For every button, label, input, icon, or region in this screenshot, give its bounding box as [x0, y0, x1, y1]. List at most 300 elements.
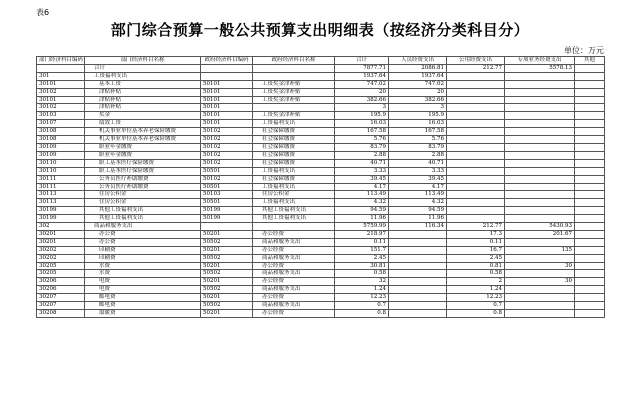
table-cell: 邮电费: [85, 302, 201, 310]
table-cell: 30109: [37, 143, 85, 151]
table-cell: 50502: [201, 270, 253, 278]
table-cell: [447, 215, 505, 223]
table-cell: 20: [389, 88, 447, 96]
table-cell: [575, 270, 605, 278]
table-cell: [505, 136, 575, 144]
table-cell: 30199: [37, 215, 85, 223]
table-row: [37, 80, 605, 88]
table-cell: 747.02: [335, 80, 389, 88]
table-cell: 3: [335, 104, 389, 112]
table-cell: [447, 143, 505, 151]
table-cell: [389, 246, 447, 254]
table-cell: [389, 310, 447, 318]
table-cell: 机关事业单位基本养老保险缴费: [85, 136, 201, 144]
table-cell: 83.79: [389, 143, 447, 151]
table-cell: 30205: [37, 270, 85, 278]
table-cell: [575, 278, 605, 286]
table-cell: 30102: [37, 88, 85, 96]
table-row: [37, 183, 605, 191]
table-cell: 50102: [201, 128, 253, 136]
table-cell: 电费: [85, 286, 201, 294]
table-cell: 商品和服务支出: [253, 270, 335, 278]
table-cell: 30113: [37, 191, 85, 199]
header-cell: 政府经济科目名称: [253, 57, 335, 65]
table-cell: 合计: [85, 64, 201, 72]
table-cell: [253, 223, 335, 231]
table-cell: [575, 294, 605, 302]
table-cell: [575, 191, 605, 199]
table-cell: [447, 183, 505, 191]
table-row: [37, 310, 605, 318]
table-cell: 工资福利支出: [253, 120, 335, 128]
table-cell: 17.3: [447, 230, 505, 238]
table-cell: 2.45: [335, 254, 389, 262]
table-cell: 2086.81: [389, 64, 447, 72]
table-cell: [505, 120, 575, 128]
table-cell: 奖金: [85, 112, 201, 120]
table-cell: 16.03: [389, 120, 447, 128]
table-cell: 4.32: [389, 199, 447, 207]
table-cell: 社会保障缴费: [253, 143, 335, 151]
table-cell: 50502: [201, 286, 253, 294]
table-cell: 16.03: [335, 120, 389, 128]
table-cell: [575, 254, 605, 262]
table-row: [37, 136, 605, 144]
table-cell: 5.76: [389, 136, 447, 144]
table-cell: 工资奖金津补贴: [253, 80, 335, 88]
table-cell: [505, 270, 575, 278]
table-cell: 取暖费: [85, 310, 201, 318]
table-cell: 30101: [37, 80, 85, 88]
table-cell: [505, 96, 575, 104]
table-cell: 工资奖金津补贴: [253, 88, 335, 96]
table-cell: 工资奖金津补贴: [253, 96, 335, 104]
table-cell: 住房公积金: [253, 191, 335, 199]
table-cell: 水费: [85, 262, 201, 270]
table-cell: 382.66: [389, 96, 447, 104]
table-number-tag: 表6: [36, 8, 50, 17]
table-cell: 50502: [201, 238, 253, 246]
table-row: [37, 207, 605, 215]
table-cell: 50501: [201, 167, 253, 175]
table-cell: [505, 143, 575, 151]
table-cell: 301: [37, 72, 85, 80]
table-cell: 1937.64: [335, 72, 389, 80]
table-cell: 94.59: [389, 207, 447, 215]
table-cell: 4.32: [335, 199, 389, 207]
table-cell: [447, 88, 505, 96]
table-row: [37, 215, 605, 223]
table-cell: [447, 136, 505, 144]
table-cell: 16.7: [447, 246, 505, 254]
table-cell: 0.58: [335, 270, 389, 278]
table-cell: [253, 64, 335, 72]
table-cell: [575, 151, 605, 159]
table-cell: [575, 175, 605, 183]
table-cell: 50101: [201, 112, 253, 120]
table-cell: [447, 120, 505, 128]
table-cell: 0.11: [335, 238, 389, 246]
table-cell: 印刷费: [85, 254, 201, 262]
table-cell: 50201: [201, 278, 253, 286]
table-cell: [505, 191, 575, 199]
table-cell: 50102: [201, 175, 253, 183]
table-cell: 0.7: [447, 302, 505, 310]
table-cell: [505, 175, 575, 183]
table-cell: 3.33: [335, 167, 389, 175]
table-cell: [505, 88, 575, 96]
table-cell: [447, 72, 505, 80]
table-cell: [505, 254, 575, 262]
table-cell: 0.7: [335, 302, 389, 310]
table-cell: 5759.99: [335, 223, 389, 231]
table-cell: 40.71: [335, 159, 389, 167]
table-cell: [505, 183, 575, 191]
table-cell: 50102: [201, 159, 253, 167]
table-cell: 30110: [37, 167, 85, 175]
table-cell: [575, 246, 605, 254]
table-cell: [389, 262, 447, 270]
table-cell: 30201: [37, 230, 85, 238]
table-cell: 3: [389, 104, 447, 112]
table-cell: [505, 80, 575, 88]
table-row: [37, 278, 605, 286]
table-cell: 工资福利支出: [253, 199, 335, 207]
table-cell: 50199: [201, 215, 253, 223]
table-cell: 职业年金缴费: [85, 143, 201, 151]
table-cell: 30111: [37, 175, 85, 183]
table-cell: 工资福利支出: [253, 183, 335, 191]
table-cell: 50502: [201, 302, 253, 310]
table-row: [37, 199, 605, 207]
table-cell: [505, 199, 575, 207]
table-cell: 办公经费: [253, 230, 335, 238]
table-cell: 30207: [37, 294, 85, 302]
table-cell: 办公经费: [253, 278, 335, 286]
table-cell: 商品和服务支出: [253, 254, 335, 262]
table-cell: 167.58: [389, 128, 447, 136]
table-cell: 12.23: [335, 294, 389, 302]
table-cell: 2: [447, 278, 505, 286]
header-cell: 部门经济科目名称: [85, 57, 201, 65]
table-cell: 绩效工资: [85, 120, 201, 128]
table-cell: 30199: [37, 207, 85, 215]
table-cell: 50101: [201, 120, 253, 128]
table-cell: 30109: [37, 151, 85, 159]
table-cell: 30: [505, 262, 575, 270]
table-row: [37, 128, 605, 136]
table-cell: [575, 199, 605, 207]
table-cell: [447, 151, 505, 159]
expenditure-table: [36, 56, 605, 318]
table-cell: [505, 238, 575, 246]
table-cell: 167.58: [335, 128, 389, 136]
table-row: [37, 120, 605, 128]
table-cell: 电费: [85, 278, 201, 286]
table-row: [37, 238, 605, 246]
table-cell: 50201: [201, 310, 253, 318]
header-row: [37, 57, 605, 65]
table-cell: 津贴补贴: [85, 104, 201, 112]
table-cell: 747.02: [389, 80, 447, 88]
table-row: [37, 175, 605, 183]
table-cell: [447, 207, 505, 215]
table-cell: 50101: [201, 80, 253, 88]
table-cell: 其他工资福利支出: [85, 207, 201, 215]
table-cell: 津贴补贴: [85, 88, 201, 96]
table-cell: [575, 302, 605, 310]
table-cell: 50201: [201, 246, 253, 254]
table-cell: [201, 64, 253, 72]
table-cell: 30101: [37, 96, 85, 104]
table-cell: 其他工资福利支出: [253, 215, 335, 223]
table-cell: 12.23: [447, 294, 505, 302]
table-cell: 20: [335, 88, 389, 96]
table-cell: 工资福利支出: [253, 167, 335, 175]
table-cell: 2.45: [447, 254, 505, 262]
table-cell: 30206: [37, 278, 85, 286]
table-cell: 30208: [37, 310, 85, 318]
table-cell: 0.81: [447, 262, 505, 270]
table-cell: 30111: [37, 183, 85, 191]
table-cell: 382.66: [335, 96, 389, 104]
table-cell: 工资福利支出: [85, 72, 201, 80]
table-cell: 50502: [201, 254, 253, 262]
table-row: [37, 230, 605, 238]
header-cell: 人员经费支出: [389, 57, 447, 65]
table-row: [37, 191, 605, 199]
table-cell: 商品和服务支出: [85, 223, 201, 231]
table-cell: [505, 72, 575, 80]
table-cell: [505, 104, 575, 112]
header-cell: 部门经济科目编码: [37, 57, 85, 65]
table-cell: 职工基本医疗保险缴费: [85, 167, 201, 175]
table-cell: 302: [37, 223, 85, 231]
table-cell: 5430.93: [505, 223, 575, 231]
table-cell: 30108: [37, 128, 85, 136]
table-row: [37, 270, 605, 278]
table-row: [37, 112, 605, 120]
table-row: [37, 143, 605, 151]
table-cell: [575, 207, 605, 215]
table-cell: 50102: [201, 151, 253, 159]
table-cell: 1937.64: [389, 72, 447, 80]
table-cell: 30113: [37, 199, 85, 207]
table-cell: 11.96: [335, 215, 389, 223]
table-cell: 30102: [37, 104, 85, 112]
table-cell: [505, 310, 575, 318]
table-cell: 2.88: [335, 151, 389, 159]
table-row: [37, 64, 605, 72]
table-cell: 7877.71: [335, 64, 389, 72]
table-cell: [575, 262, 605, 270]
table-cell: 11.96: [389, 215, 447, 223]
table-cell: 50101: [201, 104, 253, 112]
table-cell: 50501: [201, 183, 253, 191]
table-cell: [447, 167, 505, 175]
table-cell: 218.97: [335, 230, 389, 238]
table-cell: 工资奖金津补贴: [253, 112, 335, 120]
table-cell: [575, 215, 605, 223]
table-cell: 30202: [37, 246, 85, 254]
table-cell: 30.81: [335, 262, 389, 270]
table-cell: 商品和服务支出: [253, 286, 335, 294]
table-cell: 5.76: [335, 136, 389, 144]
table-cell: [575, 159, 605, 167]
table-cell: 39.45: [389, 175, 447, 183]
header-cell: 公用经费支出: [447, 57, 505, 65]
table-cell: 职工基本医疗保险缴费: [85, 159, 201, 167]
table-cell: 其他工资福利支出: [253, 207, 335, 215]
table-cell: 0.58: [447, 270, 505, 278]
table-cell: 津贴补贴: [85, 96, 201, 104]
table-cell: 社会保障缴费: [253, 128, 335, 136]
table-cell: 1.24: [447, 286, 505, 294]
table-cell: 39.45: [335, 175, 389, 183]
table-cell: 30207: [37, 302, 85, 310]
table-cell: 4.17: [389, 183, 447, 191]
table-cell: [447, 80, 505, 88]
table-cell: 94.59: [335, 207, 389, 215]
table-cell: 基本工资: [85, 80, 201, 88]
table-cell: [447, 104, 505, 112]
table-cell: [201, 72, 253, 80]
table-row: [37, 72, 605, 80]
table-cell: 商品和服务支出: [253, 238, 335, 246]
table-cell: [575, 96, 605, 104]
table-cell: [575, 230, 605, 238]
table-cell: [389, 270, 447, 278]
table-cell: 195.9: [335, 112, 389, 120]
table-row: [37, 223, 605, 231]
table-cell: [575, 143, 605, 151]
table-cell: [389, 294, 447, 302]
table-cell: 0.11: [447, 238, 505, 246]
table-cell: 0.8: [335, 310, 389, 318]
table-cell: 30201: [37, 238, 85, 246]
table-cell: 邮电费: [85, 294, 201, 302]
table-cell: [575, 183, 605, 191]
table-cell: [201, 223, 253, 231]
table-cell: 社会保障缴费: [253, 136, 335, 144]
table-cell: [253, 72, 335, 80]
table-cell: [575, 286, 605, 294]
table-cell: 83.79: [335, 143, 389, 151]
table-cell: 30108: [37, 136, 85, 144]
table-row: [37, 151, 605, 159]
table-cell: [447, 191, 505, 199]
table-cell: [389, 302, 447, 310]
table-cell: 212.77: [447, 64, 505, 72]
table-cell: [575, 223, 605, 231]
table-cell: 社会保障缴费: [253, 175, 335, 183]
table-row: [37, 262, 605, 270]
table-cell: 1.24: [335, 286, 389, 294]
table-cell: 30103: [37, 112, 85, 120]
table-cell: 201.67: [505, 230, 575, 238]
table-cell: 30202: [37, 254, 85, 262]
table-cell: [575, 88, 605, 96]
table-cell: 30107: [37, 120, 85, 128]
table-row: [37, 104, 605, 112]
table-cell: 50201: [201, 262, 253, 270]
table-cell: [505, 215, 575, 223]
table-cell: 113.49: [389, 191, 447, 199]
table-cell: [575, 64, 605, 72]
table-cell: 135: [505, 246, 575, 254]
table-cell: 0.8: [447, 310, 505, 318]
table-row: [37, 159, 605, 167]
table-cell: 办公经费: [253, 310, 335, 318]
table-cell: 5578.13: [505, 64, 575, 72]
table-cell: 195.9: [389, 112, 447, 120]
table-cell: 50101: [201, 88, 253, 96]
table-cell: 办公经费: [253, 262, 335, 270]
header-cell: 政府经济科目编码: [201, 57, 253, 65]
table-cell: 116.34: [389, 223, 447, 231]
table-cell: [505, 151, 575, 159]
table-cell: 32: [335, 278, 389, 286]
header-cell: 其他: [575, 57, 605, 65]
table-cell: 社会保障缴费: [253, 151, 335, 159]
table-cell: 办公经费: [253, 246, 335, 254]
unit-label: 单位：万元: [564, 46, 604, 55]
table-cell: [575, 167, 605, 175]
table-cell: 50501: [201, 199, 253, 207]
header-cell: 专项业务经费支出: [505, 57, 575, 65]
table-cell: [505, 167, 575, 175]
table-cell: 212.77: [447, 223, 505, 231]
table-cell: [389, 254, 447, 262]
table-cell: 水费: [85, 270, 201, 278]
table-row: [37, 96, 605, 104]
table-cell: 机关事业单位基本养老保险缴费: [85, 128, 201, 136]
table-cell: [505, 294, 575, 302]
page-title: 部门综合预算一般公共预算支出明细表（按经济分类科目分）: [110, 21, 530, 39]
table-cell: 40.71: [389, 159, 447, 167]
table-cell: [447, 199, 505, 207]
table-cell: 50199: [201, 207, 253, 215]
table-cell: 办公费: [85, 238, 201, 246]
table-cell: 50103: [201, 191, 253, 199]
table-row: [37, 167, 605, 175]
table-cell: 住房公积金: [85, 199, 201, 207]
table-row: [37, 88, 605, 96]
table-cell: 30206: [37, 286, 85, 294]
table-cell: [37, 64, 85, 72]
table-cell: [447, 128, 505, 136]
table-cell: [505, 128, 575, 136]
table-cell: [389, 238, 447, 246]
table-cell: [505, 302, 575, 310]
table-cell: 住房公积金: [85, 191, 201, 199]
table-cell: 其他工资福利支出: [85, 215, 201, 223]
table-cell: [253, 104, 335, 112]
table-cell: [575, 310, 605, 318]
table-cell: 3.33: [389, 167, 447, 175]
table-cell: [575, 80, 605, 88]
table-cell: 50102: [201, 136, 253, 144]
table-cell: [575, 104, 605, 112]
table-cell: 社会保障缴费: [253, 159, 335, 167]
table-cell: [575, 72, 605, 80]
table-cell: 职业年金缴费: [85, 151, 201, 159]
table-row: [37, 294, 605, 302]
table-cell: [389, 286, 447, 294]
table-cell: 50201: [201, 230, 253, 238]
table-cell: 30: [505, 278, 575, 286]
table-cell: 30110: [37, 159, 85, 167]
